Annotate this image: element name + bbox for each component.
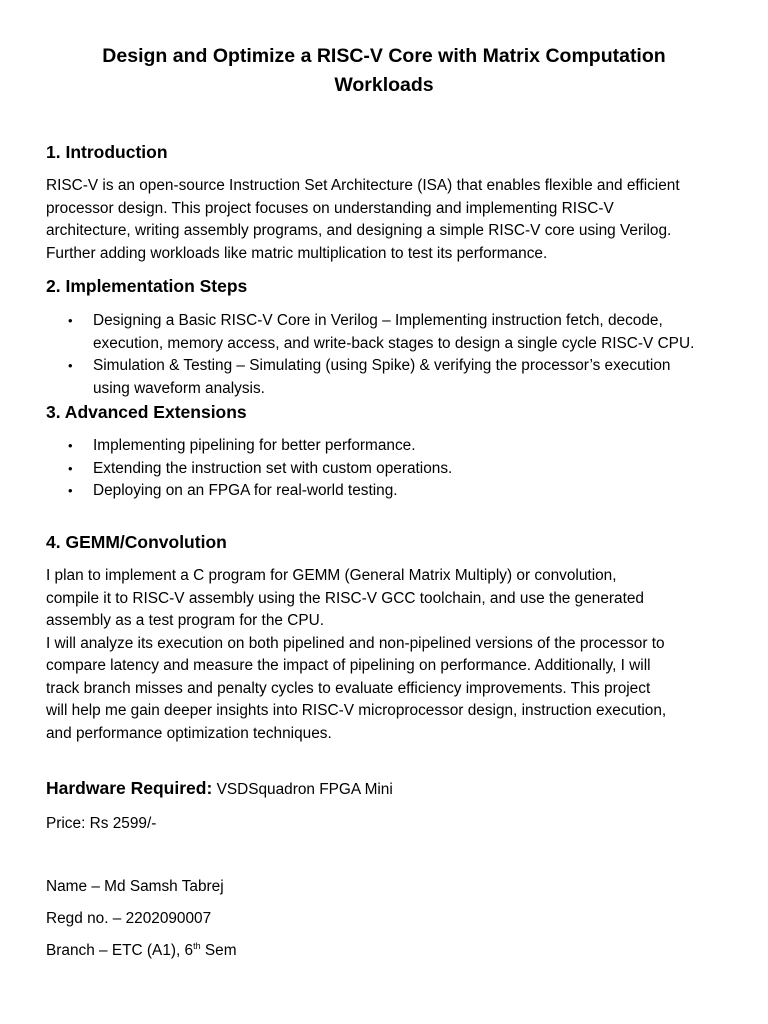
student-name: Name – Md Samsh Tabrej xyxy=(46,878,224,895)
intro-line: architecture, writing assembly programs, and designing a simple RISC-V core using Verilog. xyxy=(46,222,672,239)
list-item-line: Deploying on an FPGA for real-world testing. xyxy=(93,482,398,499)
list-item xyxy=(46,435,722,458)
list-item-line: Simulation & Testing – Simulating (using Spike) & verifying the processor’s execution xyxy=(93,357,671,374)
advanced-extensions-list xyxy=(46,435,722,503)
list-item-line: Extending the instruction set with custom operations. xyxy=(93,459,453,477)
title-line-2: Workloads xyxy=(334,73,434,96)
list-item xyxy=(46,458,722,481)
gemm-line: compare latency and measure the impact of pipelining on performance. Additionally, I will xyxy=(46,657,651,674)
gemm-line: assembly as a test program for the CPU. xyxy=(46,612,324,629)
bullet-icon: • xyxy=(68,460,73,476)
branch-sup: th xyxy=(193,940,201,951)
paragraph-introduction xyxy=(46,175,722,265)
gemm-line: I will analyze its execution on both pipelined and non-pipelined versions of the processor to xyxy=(46,634,665,652)
list-item-line: Implementing pipelining for better performance. xyxy=(93,437,416,454)
list-item xyxy=(46,355,722,400)
branch-prefix: Branch – ETC (A1), 6 xyxy=(46,942,194,959)
student-regd-no: Regd no. – 2202090007 xyxy=(46,910,212,927)
price-text: Price: Rs 2599/- xyxy=(46,815,157,832)
paragraph-gemm xyxy=(46,565,722,745)
gemm-line: track branch misses and penalty cycles to evaluate efficiency improvements. This project xyxy=(46,679,651,697)
intro-line: RISC-V is an open-source Instruction Set Architecture (ISA) that enables flexible and efficient xyxy=(46,177,680,194)
bullet-icon: • xyxy=(68,358,73,373)
bullet-icon: • xyxy=(68,483,73,498)
gemm-line: will help me gain deeper insights into RISC-V microprocessor design, instruction execution, xyxy=(46,702,667,719)
gemm-line: I plan to implement a C program for GEMM (General Matrix Multiply) or convolution, xyxy=(46,567,617,584)
list-item-line: using waveform analysis. xyxy=(93,379,265,397)
branch-suffix: Sem xyxy=(200,942,237,959)
hardware-required xyxy=(46,777,393,801)
list-item xyxy=(46,310,722,355)
list-item-line: Designing a Basic RISC-V Core in Verilog – Implementing instruction fetch, decode, xyxy=(93,312,663,329)
implementation-steps-list xyxy=(46,310,722,400)
gemm-line: compile it to RISC-V assembly using the RISC-V GCC toolchain, and use the generated xyxy=(46,589,644,607)
heading-gemm-convolution: 4. GEMM/Convolution xyxy=(46,532,227,552)
list-item xyxy=(46,480,722,503)
gemm-line: and performance optimization techniques. xyxy=(46,724,332,742)
bullet-icon: • xyxy=(68,438,73,453)
heading-introduction: 1. Introduction xyxy=(46,142,168,162)
document-title xyxy=(46,42,722,99)
heading-advanced-extensions: 3. Advanced Extensions xyxy=(46,402,247,422)
heading-implementation-steps: 2. Implementation Steps xyxy=(46,276,248,296)
hardware-value: VSDSquadron FPGA Mini xyxy=(212,781,393,798)
bullet-icon: • xyxy=(68,313,73,328)
student-branch xyxy=(46,940,237,962)
intro-line: processor design. This project focuses on understanding and implementing RISC-V xyxy=(46,199,614,217)
title-line-1: Design and Optimize a RISC-V Core with Matrix Computation xyxy=(102,45,666,67)
hardware-label: Hardware Required: xyxy=(46,778,213,798)
intro-line: Further adding workloads like matric multiplication to test its performance. xyxy=(46,244,548,262)
list-item-line: execution, memory access, and write-back stages to design a single cycle RISC-V CPU. xyxy=(93,334,695,352)
